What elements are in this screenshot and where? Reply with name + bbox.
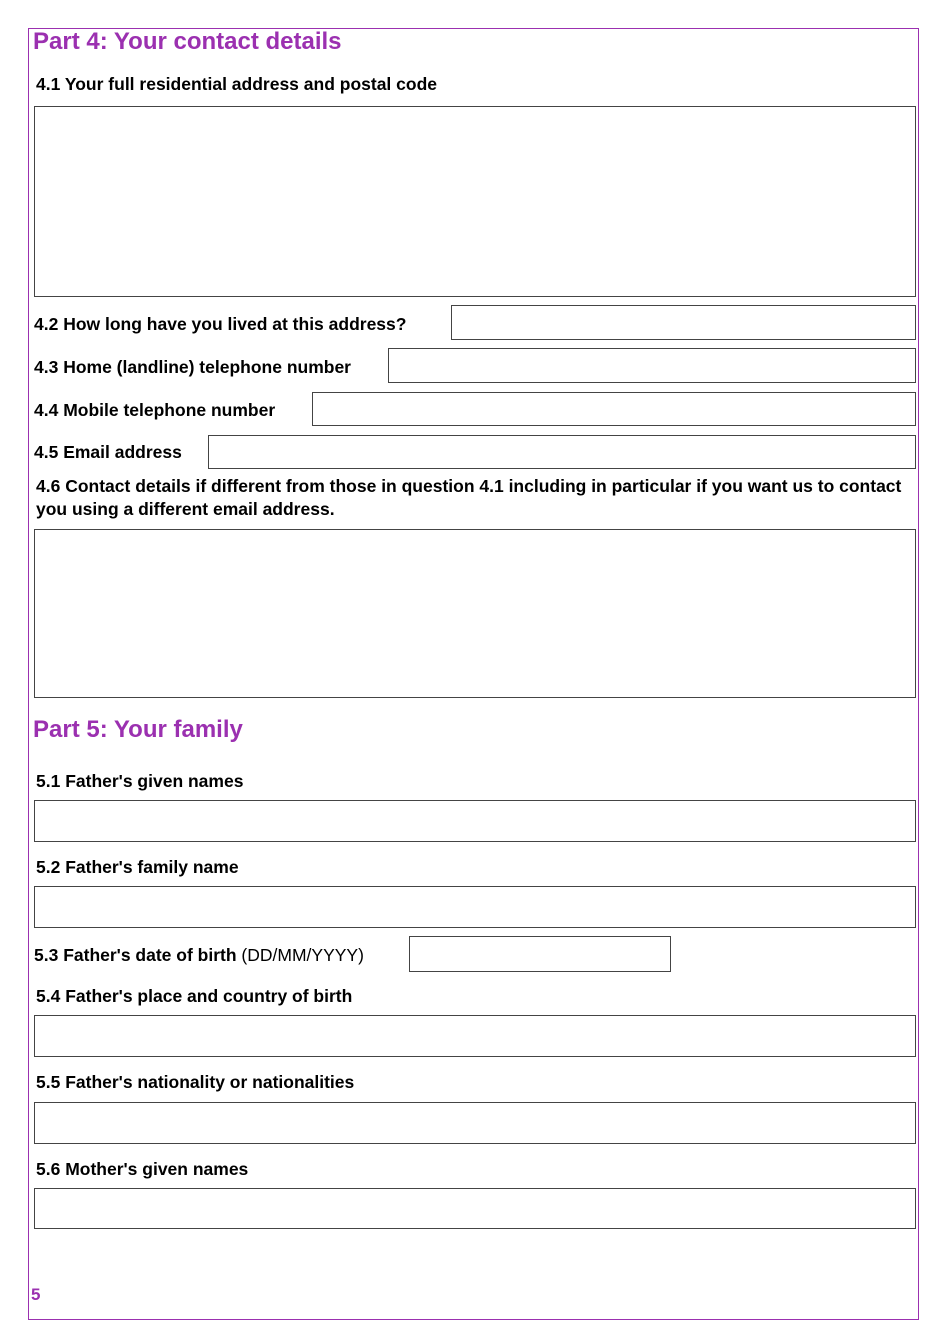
father-nationality-field[interactable] <box>34 1102 916 1144</box>
q5-6-label: 5.6 Mother's given names <box>36 1159 249 1179</box>
q5-1-label: 5.1 Father's given names <box>36 771 244 791</box>
email-field[interactable] <box>208 435 916 469</box>
part4-heading: Part 4: Your contact details <box>33 28 342 55</box>
q4-4-label: 4.4 Mobile telephone number <box>34 400 276 420</box>
time-at-address-field[interactable] <box>451 305 916 340</box>
q5-3-label-text: 5.3 Father's date of birth <box>34 945 237 965</box>
q5-2-label: 5.2 Father's family name <box>36 857 239 877</box>
residential-address-field[interactable] <box>34 106 916 297</box>
father-dob-field[interactable] <box>409 936 671 972</box>
q5-5-label: 5.5 Father's nationality or nationalities <box>36 1072 355 1092</box>
father-given-names-field[interactable] <box>34 800 916 842</box>
mother-given-names-field[interactable] <box>34 1188 916 1229</box>
alternative-contact-field[interactable] <box>34 529 916 698</box>
q5-3-label <box>34 944 364 966</box>
q4-5-label: 4.5 Email address <box>34 442 182 462</box>
part5-heading: Part 5: Your family <box>33 716 243 743</box>
q4-6-label: 4.6 Contact details if different from those in question 4.1 including in particular if you want us to contact you using a different email address. <box>36 476 902 519</box>
father-birthplace-field[interactable] <box>34 1015 916 1057</box>
q4-2-label: 4.2 How long have you lived at this address? <box>34 314 407 334</box>
q4-1-label: 4.1 Your full residential address and postal code <box>36 74 437 94</box>
q5-4-label: 5.4 Father's place and country of birth <box>36 986 353 1006</box>
home-phone-field[interactable] <box>388 348 916 383</box>
father-family-name-field[interactable] <box>34 886 916 928</box>
mobile-phone-field[interactable] <box>312 392 916 426</box>
page-number: 5 <box>31 1285 41 1304</box>
q4-3-label: 4.3 Home (landline) telephone number <box>34 357 351 377</box>
date-format-hint: (DD/MM/YYYY) <box>241 945 364 965</box>
